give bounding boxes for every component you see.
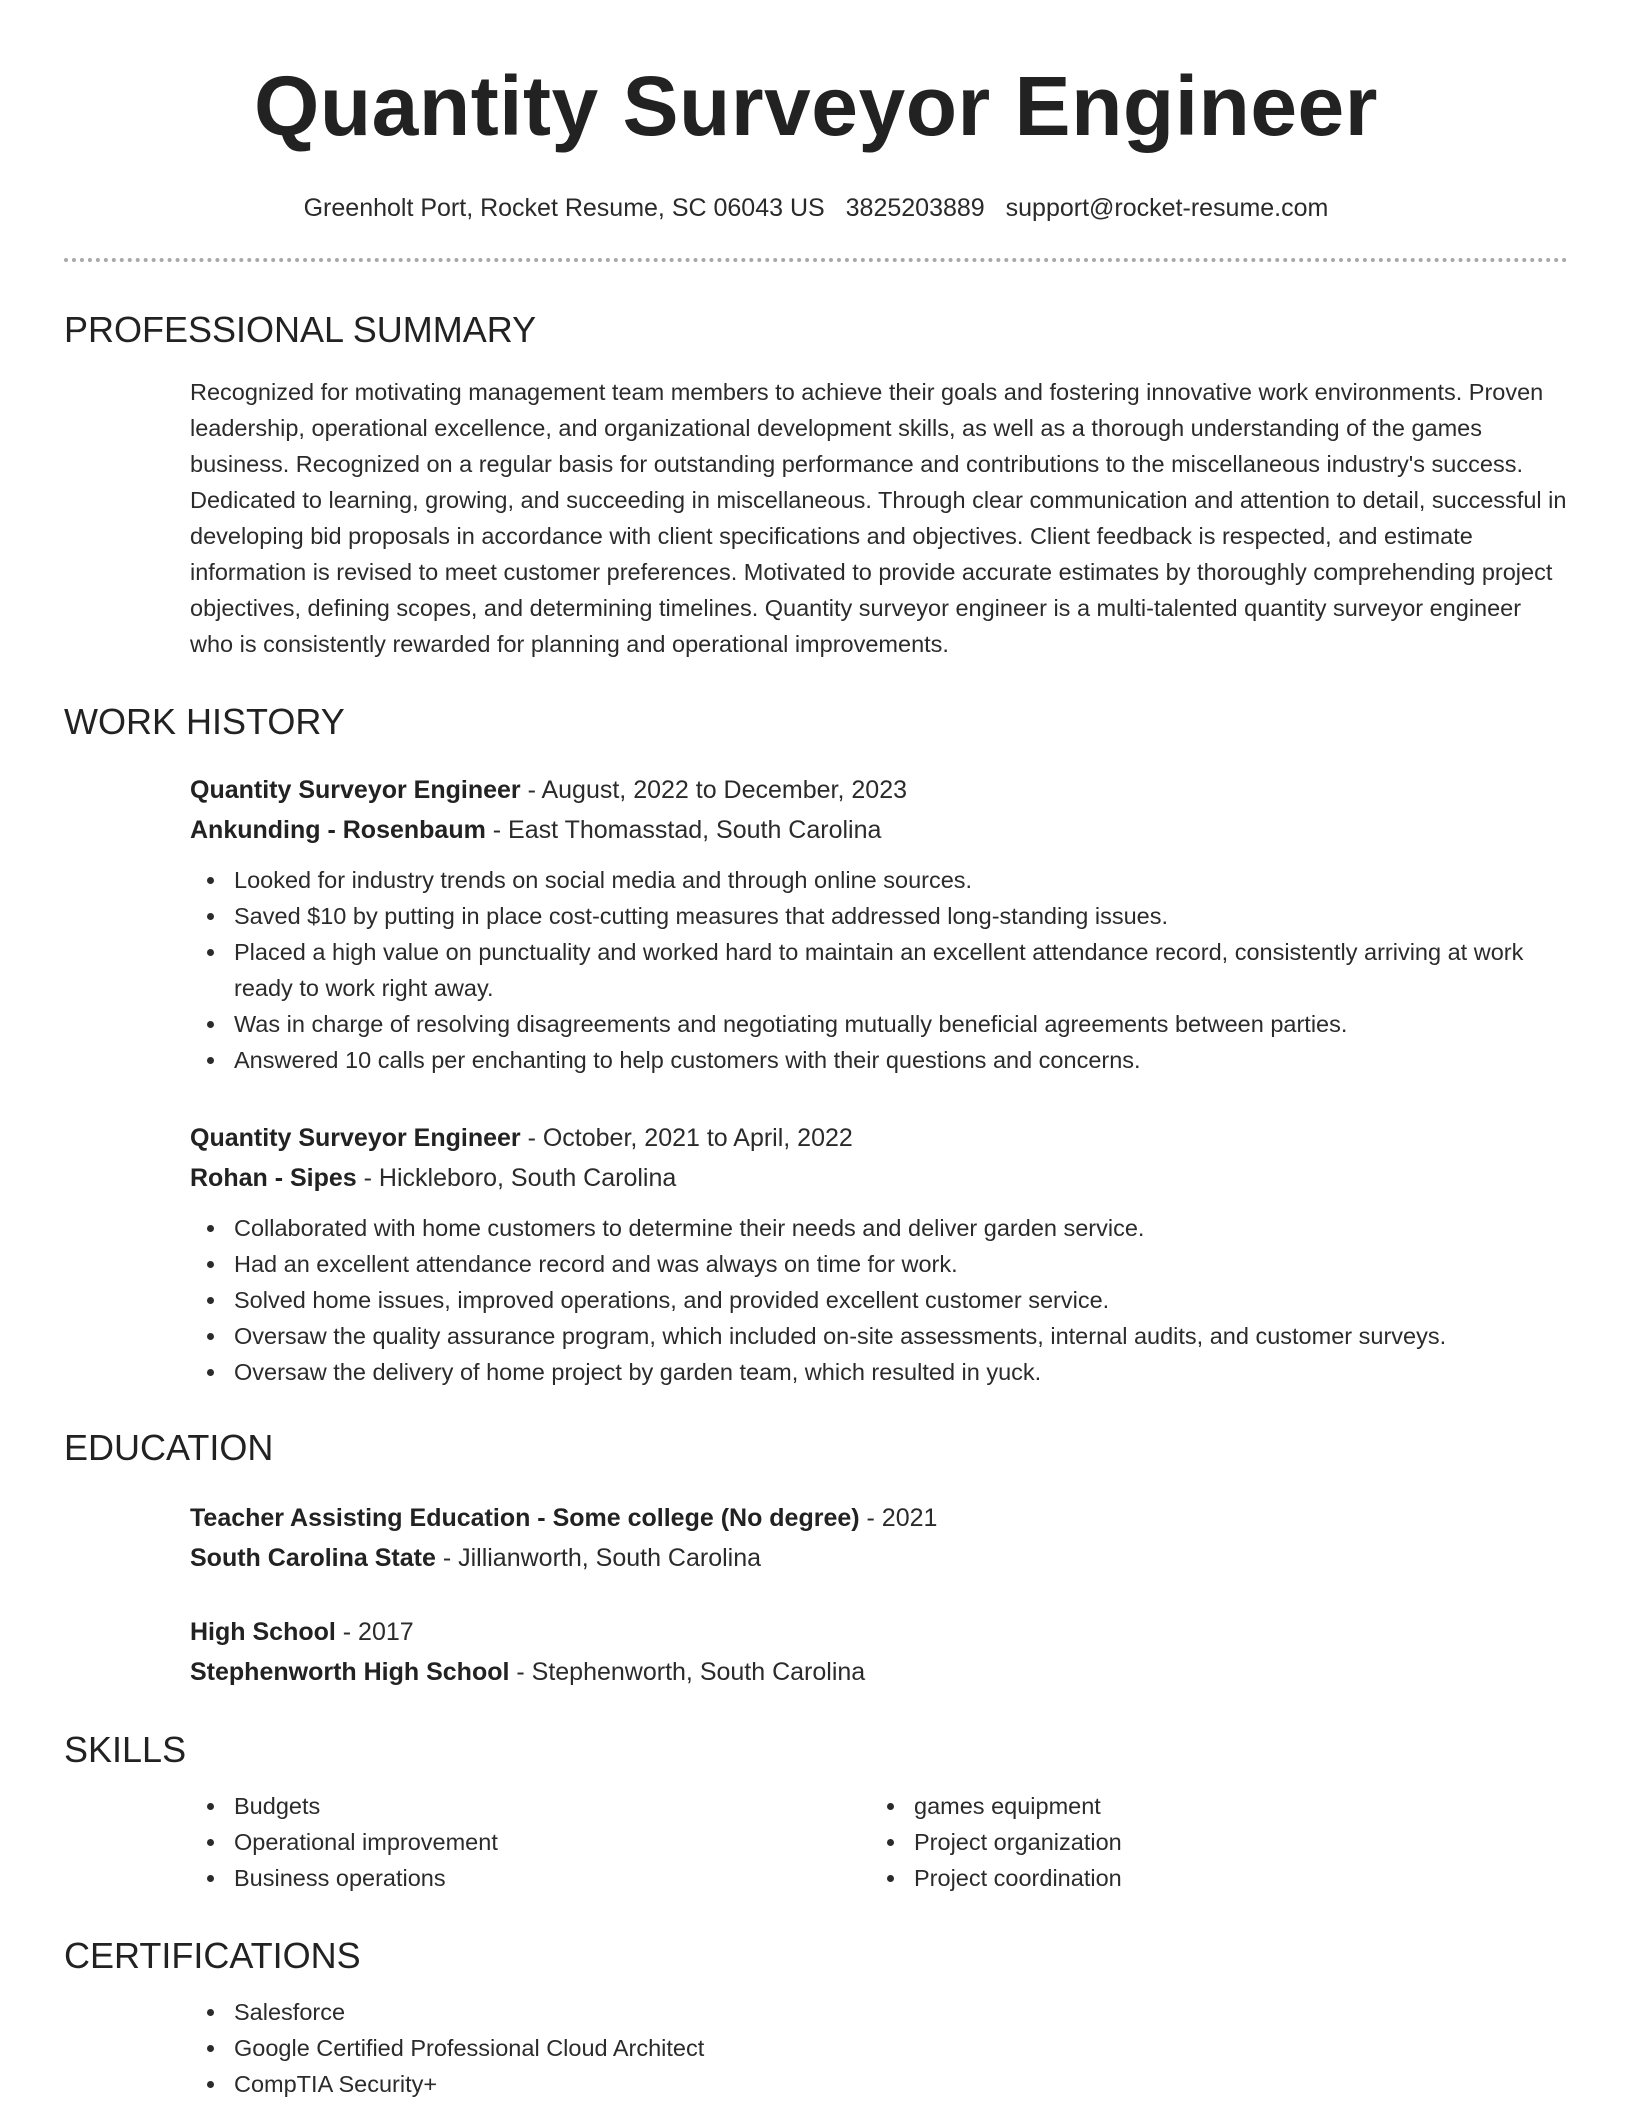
- contact-line: [64, 192, 1568, 224]
- job-title-line: [190, 770, 1568, 810]
- summary-heading: PROFESSIONAL SUMMARY: [64, 309, 537, 350]
- list-item: Project coordination: [870, 1860, 1430, 1896]
- list-item: Looked for industry trends on social media and through online sources.: [190, 862, 1568, 898]
- list-item: Was in charge of resolving disagreements and negotiating mutually beneficial agreements between parties.: [190, 1006, 1568, 1042]
- list-item: Oversaw the quality assurance program, which included on-site assessments, internal audits, and customer surveys.: [190, 1318, 1568, 1354]
- list-item: games equipment: [870, 1788, 1430, 1824]
- education-year: - 2021: [859, 1504, 938, 1532]
- list-item: Solved home issues, improved operations, and provided excellent customer service.: [190, 1282, 1568, 1318]
- job-location: - East Thomasstad, South Carolina: [485, 816, 882, 844]
- education-school: Stephenworth High School: [190, 1658, 510, 1686]
- skills-list-right: [870, 1788, 1430, 1896]
- job-role: Quantity Surveyor Engineer: [190, 776, 521, 804]
- list-item: Google Certified Professional Cloud Architect: [190, 2030, 1568, 2066]
- job-title-line: [190, 1118, 1568, 1158]
- list-item: Saved $10 by putting in place cost-cutting measures that addressed long-standing issues.: [190, 898, 1568, 934]
- list-item: Project organization: [870, 1824, 1430, 1860]
- education-location: - Stephenworth, South Carolina: [509, 1658, 866, 1686]
- list-item: Salesforce: [190, 1994, 1568, 2030]
- job-company: Ankunding - Rosenbaum: [190, 816, 486, 844]
- resume-name: Quantity Surveyor Engineer: [254, 59, 1378, 153]
- contact-phone: 3825203889: [845, 194, 985, 222]
- header-divider: [64, 258, 1568, 262]
- list-item: Budgets: [190, 1788, 870, 1824]
- job-dates: - August, 2022 to December, 2023: [520, 776, 908, 804]
- education-degree-line: [190, 1612, 1568, 1652]
- job-company-line: [190, 1158, 1568, 1198]
- job-role: Quantity Surveyor Engineer: [190, 1124, 521, 1152]
- list-item: Answered 10 calls per enchanting to help customers with their questions and concerns.: [190, 1042, 1568, 1078]
- skills-list-left: [190, 1788, 870, 1896]
- job-dates: - October, 2021 to April, 2022: [520, 1124, 853, 1152]
- contact-address: Greenholt Port, Rocket Resume, SC 06043 US: [303, 194, 825, 222]
- job-location: - Hickleboro, South Carolina: [356, 1164, 677, 1192]
- skills-columns: [64, 1788, 1568, 1896]
- education-entry: [64, 1498, 1568, 1578]
- list-item: Placed a high value on punctuality and worked hard to maintain an excellent attendance record, consistently arriving at work ready to work right away.: [190, 934, 1568, 1006]
- education-school-line: [190, 1652, 1568, 1692]
- skills-section: [64, 1728, 1568, 1896]
- summary-text: Recognized for motivating management team members to achieve their goals and fostering innovative work environments. Proven leadership, operational excellence, and organizational development skills, as well as a thorough understanding of the games business. Recognized on a regular basis for outstanding performance and contributions to the miscellaneous industry's success. Dedicated to learning, growing, and succeeding in miscellaneous. Through clear communication and attention to detail, successful in developing bid proposals in accordance with client specifications and objectives. Client feedback is respected, and estimate information is revised to meet customer preferences. Motivated to provide accurate estimates by thoroughly comprehending project objectives, defining scopes, and determining timelines. Quantity surveyor engineer is a multi-talented quantity surveyor engineer who is consistently rewarded for planning and operational improvements.: [190, 379, 1567, 657]
- education-school-line: [190, 1538, 1568, 1578]
- list-item: Oversaw the delivery of home project by garden team, which resulted in yuck.: [190, 1354, 1568, 1390]
- list-item: Collaborated with home customers to determine their needs and deliver garden service.: [190, 1210, 1568, 1246]
- job-company: Rohan - Sipes: [190, 1164, 357, 1192]
- work-history-heading: WORK HISTORY: [64, 701, 345, 742]
- job-entry: [64, 770, 1568, 1078]
- list-item: Operational improvement: [190, 1824, 870, 1860]
- job-entry: [64, 1118, 1568, 1390]
- contact-email: support@rocket-resume.com: [1005, 194, 1329, 222]
- job-bullets: [190, 1210, 1568, 1390]
- education-heading: EDUCATION: [64, 1427, 274, 1468]
- education-section: [64, 1426, 1568, 1692]
- list-item: Had an excellent attendance record and was always on time for work.: [190, 1246, 1568, 1282]
- skills-heading: SKILLS: [64, 1729, 187, 1770]
- education-location: - Jillianworth, South Carolina: [435, 1544, 762, 1572]
- education-degree: High School: [190, 1618, 336, 1646]
- list-item: CompTIA Security+: [190, 2066, 1568, 2102]
- education-degree-line: [190, 1498, 1568, 1538]
- education-school: South Carolina State: [190, 1544, 436, 1572]
- job-company-line: [190, 810, 1568, 850]
- summary-section: [64, 308, 1568, 662]
- certifications-list: [64, 1994, 1568, 2102]
- certifications-heading: CERTIFICATIONS: [64, 1935, 361, 1976]
- job-bullets: [190, 862, 1568, 1078]
- work-history-section: [64, 700, 1568, 1390]
- education-year: - 2017: [335, 1618, 414, 1646]
- education-degree: Teacher Assisting Education - Some college (No degree): [190, 1504, 860, 1532]
- education-entry: [64, 1612, 1568, 1692]
- list-item: Business operations: [190, 1860, 870, 1896]
- certifications-section: [64, 1934, 1568, 2102]
